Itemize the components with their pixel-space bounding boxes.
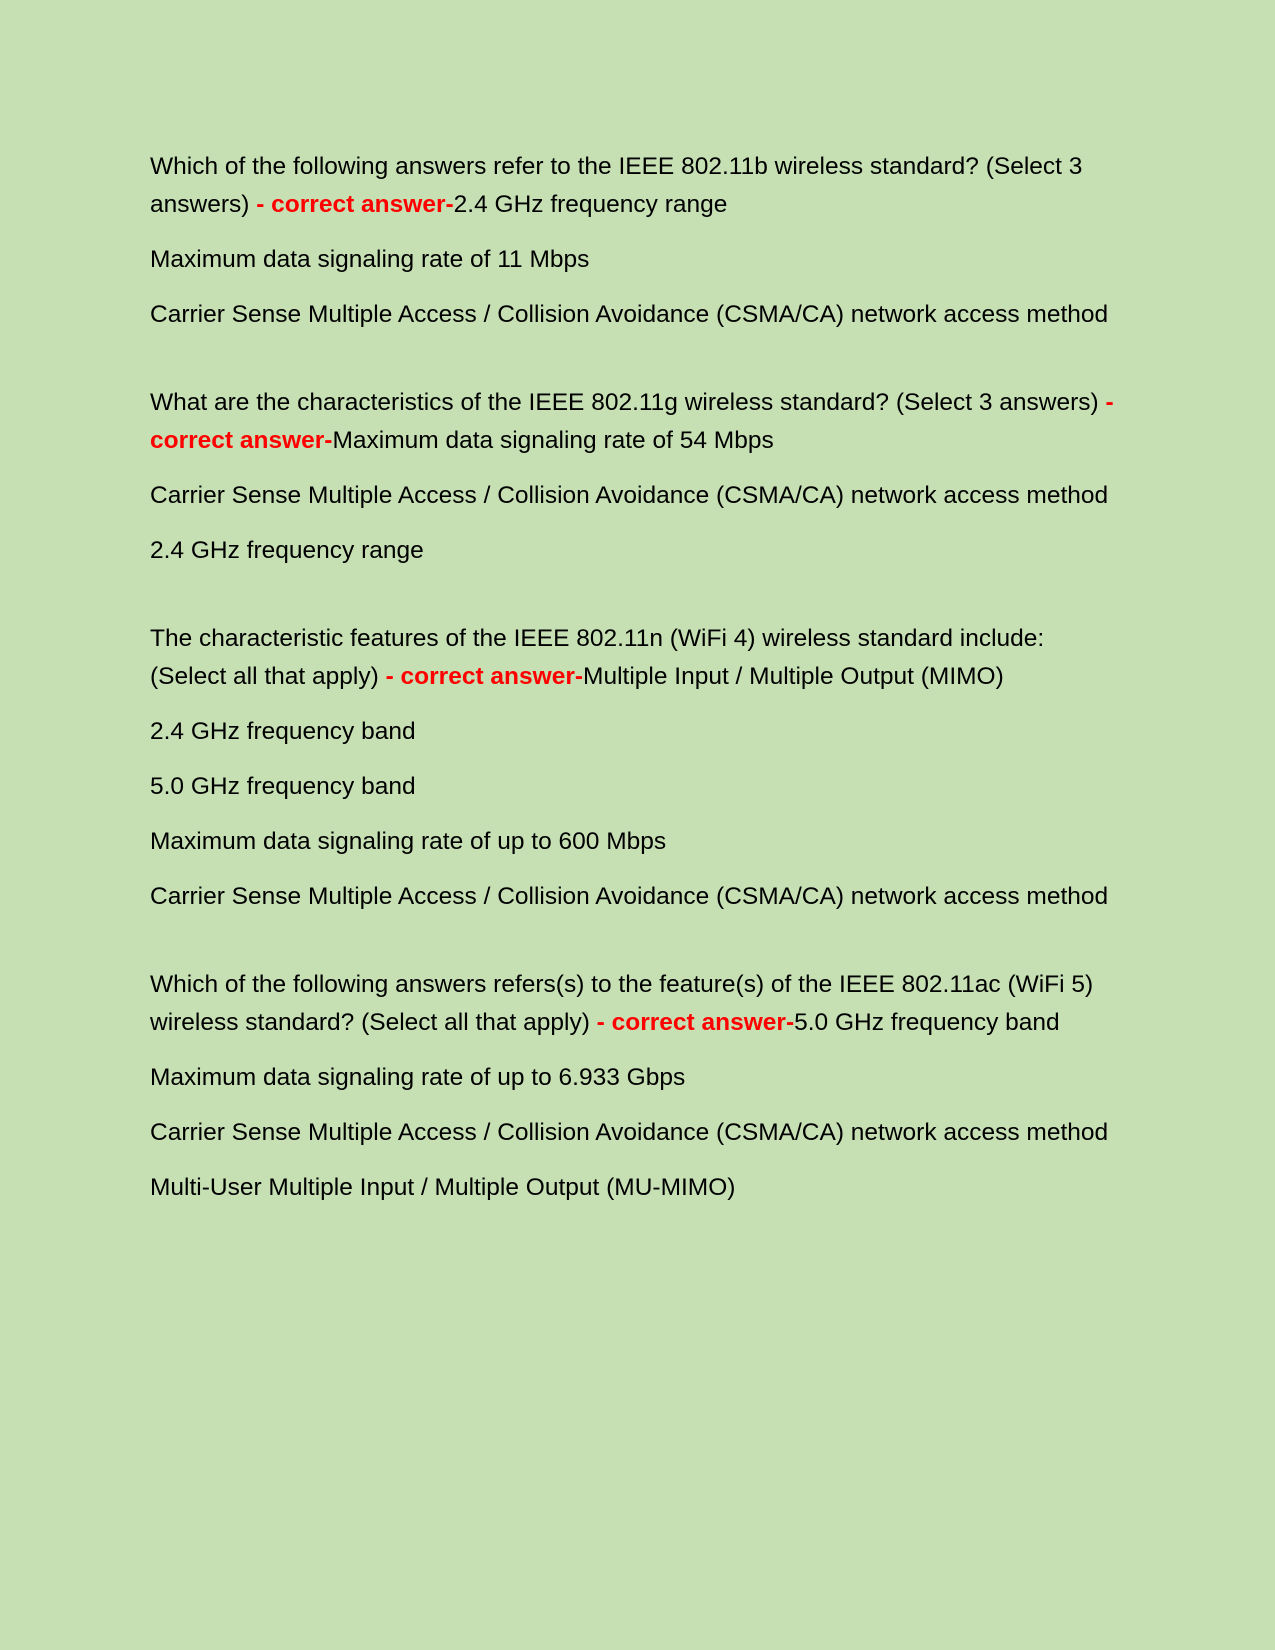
answer-line: Maximum data signaling rate of up to 600 Mbps <box>150 828 667 855</box>
answer-line: Carrier Sense Multiple Access / Collision Avoidance (CSMA/CA) network access method <box>150 482 1109 509</box>
answer-line: Multi-User Multiple Input / Multiple Output (MU-MIMO) <box>150 1174 736 1201</box>
question-paragraph <box>150 966 1125 1042</box>
first-answer-text: Multiple Input / Multiple Output (MIMO) <box>583 663 1004 690</box>
answer-line: 2.4 GHz frequency range <box>150 537 424 564</box>
answer-line: 5.0 GHz frequency band <box>150 773 416 800</box>
question-paragraph <box>150 148 1125 224</box>
question-paragraph <box>150 620 1125 696</box>
correct-answer-marker: - correct answer- <box>596 1009 795 1036</box>
first-answer-text: Maximum data signaling rate of 54 Mbps <box>332 427 774 454</box>
correct-answer-marker: - correct answer- <box>150 389 1114 454</box>
question-text: Which of the following answers refer to the IEEE 802.11b wireless standard? (Select 3 answers) <box>150 153 1083 218</box>
question-text: What are the characteristics of the IEEE 802.11g wireless standard? (Select 3 answers) <box>150 389 1106 416</box>
answer-line: Maximum data signaling rate of up to 6.933 Gbps <box>150 1064 686 1091</box>
correct-answer-marker: - correct answer- <box>385 663 584 690</box>
correct-answer-marker: - correct answer- <box>256 191 454 218</box>
answer-line: Maximum data signaling rate of 11 Mbps <box>150 246 590 273</box>
question-text: Which of the following answers refers(s) to the feature(s) of the IEEE 802.11ac (WiFi 5) wireless standard? (Select all that apply) <box>150 971 1094 1036</box>
question-text: The characteristic features of the IEEE 802.11n (WiFi 4) wireless standard include: (Select all that apply) <box>150 625 1045 690</box>
question-paragraph <box>150 384 1125 460</box>
answer-line: 2.4 GHz frequency band <box>150 718 416 745</box>
answer-line: Carrier Sense Multiple Access / Collision Avoidance (CSMA/CA) network access method <box>150 883 1109 910</box>
first-answer-text: 2.4 GHz frequency range <box>453 191 728 218</box>
qa-block-3 <box>150 620 1125 916</box>
answer-line: Carrier Sense Multiple Access / Collision Avoidance (CSMA/CA) network access method <box>150 1119 1109 1146</box>
first-answer-text: 5.0 GHz frequency band <box>794 1009 1060 1036</box>
qa-block-1 <box>150 148 1125 334</box>
answer-line: Carrier Sense Multiple Access / Collision Avoidance (CSMA/CA) network access method <box>150 301 1109 328</box>
qa-block-4 <box>150 966 1125 1207</box>
qa-block-2 <box>150 384 1125 570</box>
